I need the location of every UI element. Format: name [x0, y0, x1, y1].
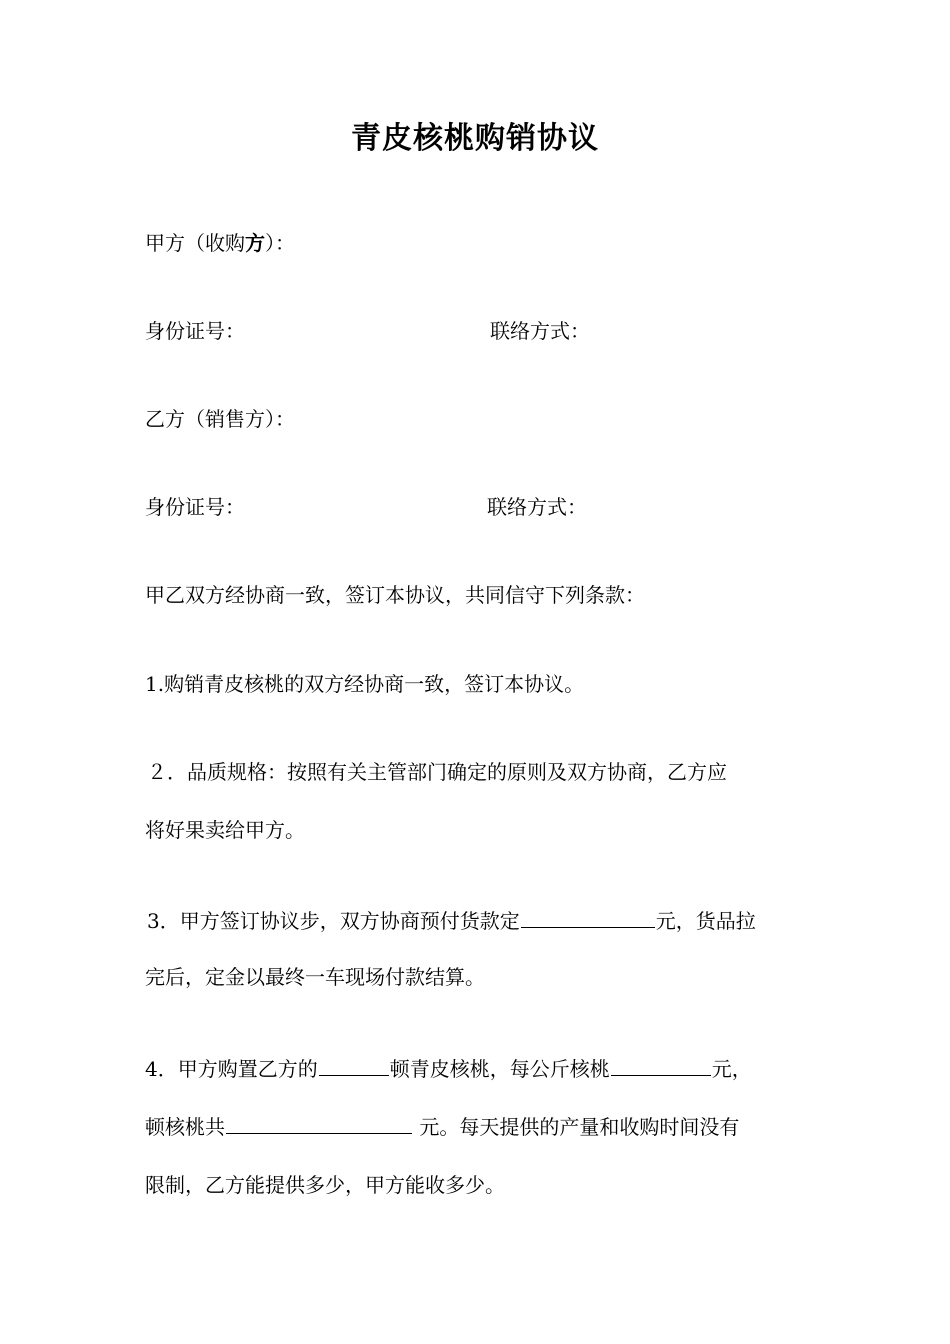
price-per-kg-blank[interactable]: [611, 1053, 711, 1076]
party-b-line: [145, 405, 295, 433]
clause-3-text-a: 3．甲方签订协议步，双方协商预付货款定: [147, 909, 520, 933]
clause-4-text-d: 顿核桃共: [145, 1115, 225, 1139]
clause-3-line-2: 完后，定金以最终一车现场付款结算。: [145, 965, 485, 989]
clause-4-text-a: 4．甲方购置乙方的: [145, 1057, 318, 1081]
clause-4-line-2: [145, 1111, 739, 1141]
party-b-label: 乙方（销售方）：: [145, 407, 295, 431]
party-a-label-end: ）：: [265, 231, 295, 255]
clause-2-line-2: 将好果卖给甲方。: [145, 818, 305, 842]
clause-4-line-3: 限制，乙方能提供多少，甲方能收多少。: [145, 1173, 505, 1197]
party-a-id-label: 身份证号：: [145, 319, 245, 343]
clause-3-text-b: 元，货品拉: [655, 909, 756, 933]
party-a-id-line: [145, 317, 845, 345]
total-amount-blank[interactable]: [226, 1111, 412, 1134]
clause-4-text-c: 元，: [711, 1057, 752, 1081]
clause-4-text-b: 顿青皮核桃，每公斤核桃: [389, 1057, 610, 1081]
party-b-contact-label: 联络方式：: [487, 495, 587, 519]
party-a-line: [145, 229, 295, 257]
clause-4-line-1: [145, 1053, 752, 1083]
clause-2-line-1: ２．品质规格：按照有关主管部门确定的原则及双方协商，乙方应: [147, 760, 727, 784]
clause-1: 1.购销青皮核桃的双方经协商一致，签订本协议。: [145, 672, 585, 696]
deposit-amount-blank[interactable]: [521, 905, 655, 928]
party-b-id-label: 身份证号：: [145, 495, 245, 519]
clause-4-text-e: 元。每天提供的产量和收购时间没有: [413, 1115, 740, 1139]
party-a-contact-label: 联络方式：: [490, 319, 590, 343]
party-b-id-line: [145, 493, 845, 521]
intro-paragraph: 甲乙双方经协商一致，签订本协议，共同信守下列条款：: [145, 583, 645, 607]
party-a-label-bold: 方: [245, 231, 265, 255]
party-a-label: 甲方（收购: [145, 231, 245, 255]
document-title: 青皮核桃购销协议: [351, 121, 599, 156]
clause-3-line-1: [147, 905, 756, 935]
tonnage-blank[interactable]: [319, 1053, 389, 1076]
